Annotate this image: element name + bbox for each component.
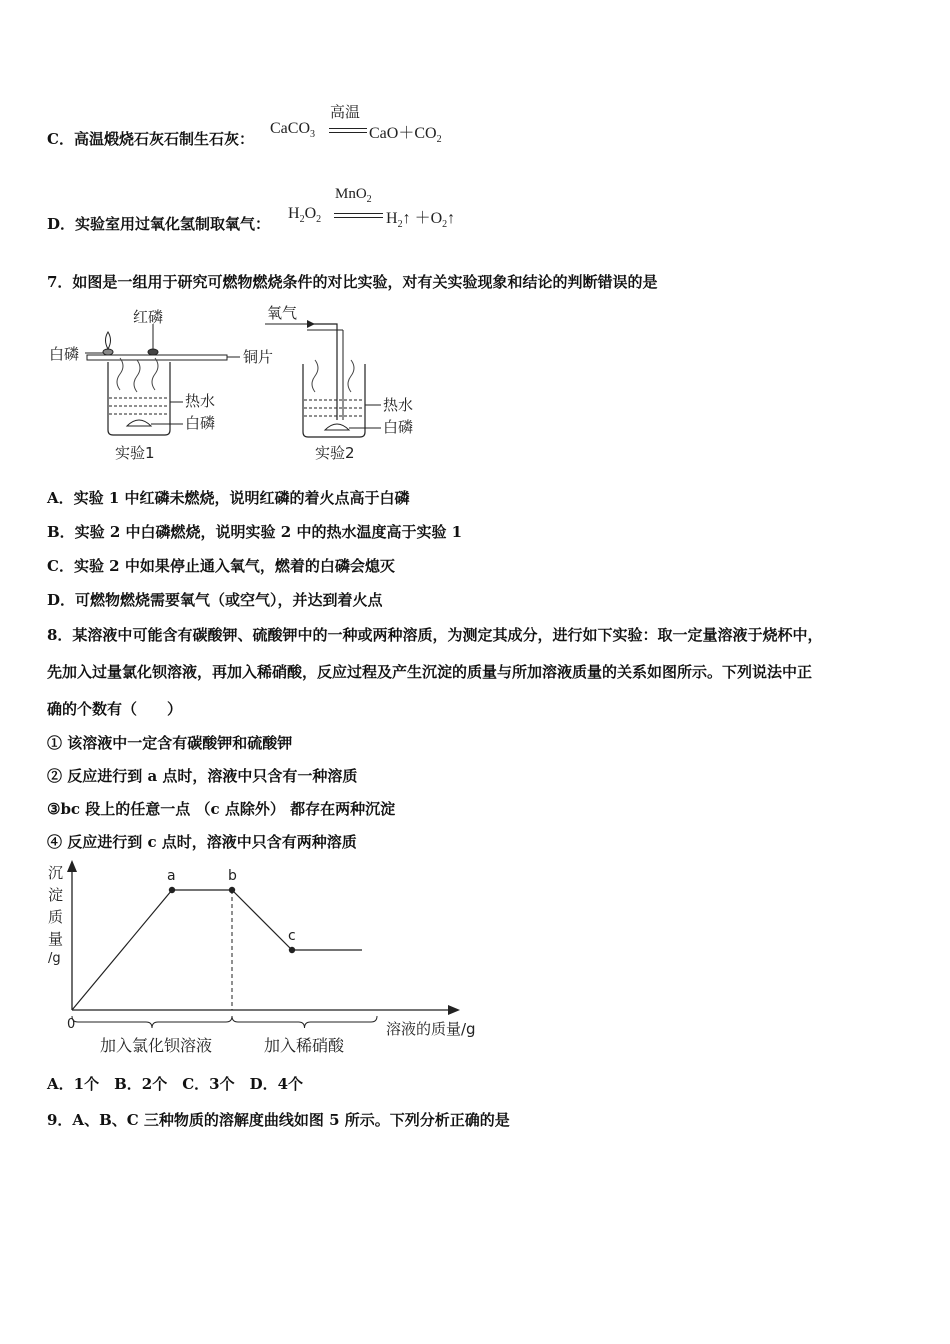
q8-statement-3: ③bc 段上的任意一点 （c 点除外） 都存在两种沉淀: [47, 800, 396, 818]
q7-option-a: A．实验 1 中红磷未燃烧，说明红磷的着火点高于白磷: [47, 489, 410, 507]
label-experiment-1: 实验1: [115, 444, 155, 462]
q7-stem: 7．如图是一组用于研究可燃物燃烧条件的对比实验，对有关实验现象和结论的判断错误的是: [47, 273, 658, 291]
q8-options: A．1个 B．2个 C．3个 D．4个: [47, 1075, 304, 1093]
x-axis-label: 溶液的质量/g: [386, 1020, 476, 1038]
q8-statement-1: ① 该溶液中一定含有碳酸钾和硫酸钾: [47, 734, 293, 752]
label-hot-water-2: 热水: [383, 396, 414, 414]
y-axis-arrow: [67, 860, 77, 872]
segment-label-bacl2: 加入氯化钡溶液: [100, 1036, 213, 1055]
equation-d-products: $H_2↑$ $+O_2↑$: [386, 210, 456, 231]
y-label-unit: /g: [48, 951, 61, 966]
equation-c-reactant: CaCO$_3$: [270, 120, 315, 141]
brace-bacl2-segment: [72, 1016, 232, 1028]
point-c-marker: [289, 947, 295, 953]
label-red-phosphorus: 红磷: [133, 308, 164, 326]
equation-c-equals-sign: [329, 128, 367, 133]
equation-d-equals-sign: [334, 213, 383, 218]
origin-label: 0: [67, 1017, 76, 1032]
point-b-label: b: [228, 868, 237, 884]
label-white-phosphorus-top: 白磷: [49, 345, 80, 363]
label-experiment-2: 实验2: [315, 444, 355, 462]
segment-label-hno3: 加入稀硝酸: [264, 1036, 345, 1055]
q7-option-b: B．实验 2 中白磷燃烧，说明实验 2 中的热水温度高于实验 1: [47, 523, 463, 541]
x-axis-arrow: [448, 1005, 460, 1015]
option-d-label: D．实验室用过氧化氢制取氧气：: [47, 215, 271, 233]
point-c-label: c: [288, 928, 296, 944]
reaction-condition-c: 高温: [330, 105, 361, 121]
q8-precipitate-chart: [40, 858, 500, 1063]
y-label-char-3: 质: [48, 908, 64, 926]
point-a-marker: [169, 887, 175, 893]
q8-stem-line-2: 先加入过量氯化钡溶液，再加入稀硝酸，反应过程及产生沉淀的质量与所加溶液质量的关系如图所示。下列说法中正: [47, 663, 813, 681]
q7-option-c: C．实验 2 中如果停止通入氧气，燃着的白磷会熄灭: [47, 557, 395, 575]
q8-stem-line-3: 确的个数有（ ）: [47, 700, 183, 718]
y-label-char-1: 沉: [48, 864, 64, 882]
q7-experiment-figure: [45, 302, 445, 467]
brace-hno3-segment: [232, 1016, 377, 1028]
label-oxygen: 氧气: [267, 304, 298, 322]
q9-stem: 9．A、B、C 三种物质的溶解度曲线如图 5 所示。下列分析正确的是: [47, 1111, 510, 1129]
label-hot-water-1: 热水: [185, 392, 216, 410]
y-label-char-4: 量: [48, 930, 64, 948]
reaction-condition-d: MnO$_2$: [335, 186, 372, 205]
q7-option-d: D．可燃物燃烧需要氧气（或空气），并达到着火点: [47, 591, 383, 609]
q8-stem-line-1: 8．某溶液中可能含有碳酸钾、硫酸钾中的一种或两种溶质，为测定其成分，进行如下实验：取一定量溶液于烧杯中，: [47, 626, 823, 644]
label-white-phosphorus-2: 白磷: [383, 418, 414, 436]
label-white-phosphorus-1: 白磷: [185, 414, 216, 432]
option-c-label: C．高温煅烧石灰石制生石灰：: [47, 130, 254, 148]
q8-statement-2: ② 反应进行到 a 点时，溶液中只含有一种溶质: [47, 767, 358, 785]
label-copper-sheet: 铜片: [243, 348, 274, 366]
point-b-marker: [229, 887, 235, 893]
point-a-label: a: [167, 868, 176, 884]
q8-statement-4: ④ 反应进行到 c 点时，溶液中只含有两种溶质: [47, 833, 357, 851]
y-label-char-2: 淀: [48, 886, 64, 904]
experiment-1-apparatus: [85, 324, 240, 435]
equation-c-products: $CaO+CO_2$: [369, 125, 442, 146]
experiment-2-apparatus: [265, 320, 381, 437]
equation-d-reactant: $H_2O_2$: [288, 205, 322, 226]
precipitate-mass-line: [72, 890, 362, 1010]
